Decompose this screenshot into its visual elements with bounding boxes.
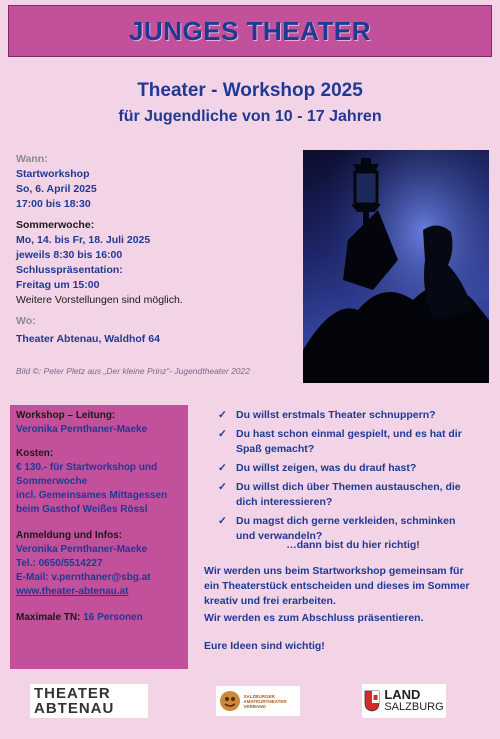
contact-line[interactable]: E-Mail: v.pernthaner@sbg.at [16,572,151,583]
when-label: Wann: [16,153,48,165]
max-label: Maximale TN: [16,612,81,623]
when-line: 17:00 bis 18:30 [16,198,91,210]
coat-of-arms-icon [364,690,380,712]
list-item: ✓ Du willst zeigen, was du drauf hast? [218,462,417,474]
closing-text: Eure Ideen sind wichtig! [204,640,325,652]
theater-photo [303,150,489,383]
when-section [16,152,296,212]
land-salzburg-logo: LAND SALZBURG [362,684,446,718]
website-link[interactable]: www.theater-abtenau.at [16,586,129,597]
list-item: ✓ Du willst dich über Themen austauschen, die dich interessieren? [218,481,461,508]
checklist [218,408,488,544]
summer-line: Freitag um 15:00 [16,279,100,291]
lead-label: Workshop – Leitung: [16,410,116,421]
header-banner [8,5,492,57]
where-value: Theater Abtenau, Waldhof 64 [16,333,160,345]
mask-icon [219,690,241,712]
check-icon: ✓ [218,428,227,440]
list-item: ✓ Du magst dich gerne verkleiden, schminken und verwandeln? [218,515,456,542]
list-item: ✓ Du hast schon einmal gespielt, und es hat dir Spaß gemacht? [218,428,462,455]
tagline: …dann bist du hier richtig! [286,539,420,551]
check-icon: ✓ [218,515,227,527]
where-label: Wo: [16,315,36,327]
cost-line: beim Gasthof Weißes Rössl [16,504,148,515]
header-title: JUNGES THEATER [129,15,371,46]
contact-label: Anmeldung und Infos: [16,530,123,541]
page-subtitle: für Jugendliche von 10 - 17 Jahren [118,108,382,125]
cost-line: incl. Gemeinsames Mittagessen [16,490,168,501]
when-line: So, 6. April 2025 [16,183,97,195]
summer-section [16,218,296,308]
cost-line: € 130.- für Startworkshop und [16,462,158,473]
summer-line: Mo, 14. bis Fr, 18. Juli 2025 [16,234,151,246]
info-box [10,405,188,669]
lead-value: Veronika Pernthaner-Maeke [16,424,148,435]
right-paragraph: Wir werden uns beim Startworkshop gemeinsam für ein Theaterstück entscheiden und dieses im Sommer kreativ und frei erarbeiten. Wir werden es zum Abschluss präsentieren. [204,565,470,624]
where-section [16,314,296,347]
check-icon: ✓ [218,481,227,493]
check-icon: ✓ [218,409,227,421]
max-value: 16 Personen [83,612,143,623]
cost-label: Kosten: [16,448,54,459]
theater-abtenau-logo: THEATER ABTENAU [30,684,148,718]
page-title: Theater - Workshop 2025 [137,80,363,101]
contact-line: Tel.: 0650/5514227 [16,558,103,569]
summer-line: jeweils 8:30 bis 16:00 [16,249,123,261]
verband-logo: SALZBURGER AMATEURTHEATER VERBAND [216,686,300,716]
photo-caption: Bild ©: Peter Pletz aus „Der kleine Prinz“- Jugendtheater 2022 [16,366,250,376]
summer-line: Schlusspräsentation: [16,264,123,276]
check-icon: ✓ [218,462,227,474]
summer-note: Weitere Vorstellungen sind möglich. [16,294,183,306]
cost-line: Sommerwoche [16,476,88,487]
list-item: ✓ Du willst erstmals Theater schnuppern? [218,409,436,421]
contact-line: Veronika Pernthaner-Maeke [16,544,148,555]
when-line: Startworkshop [16,168,90,180]
summer-label: Sommerwoche: [16,219,95,231]
